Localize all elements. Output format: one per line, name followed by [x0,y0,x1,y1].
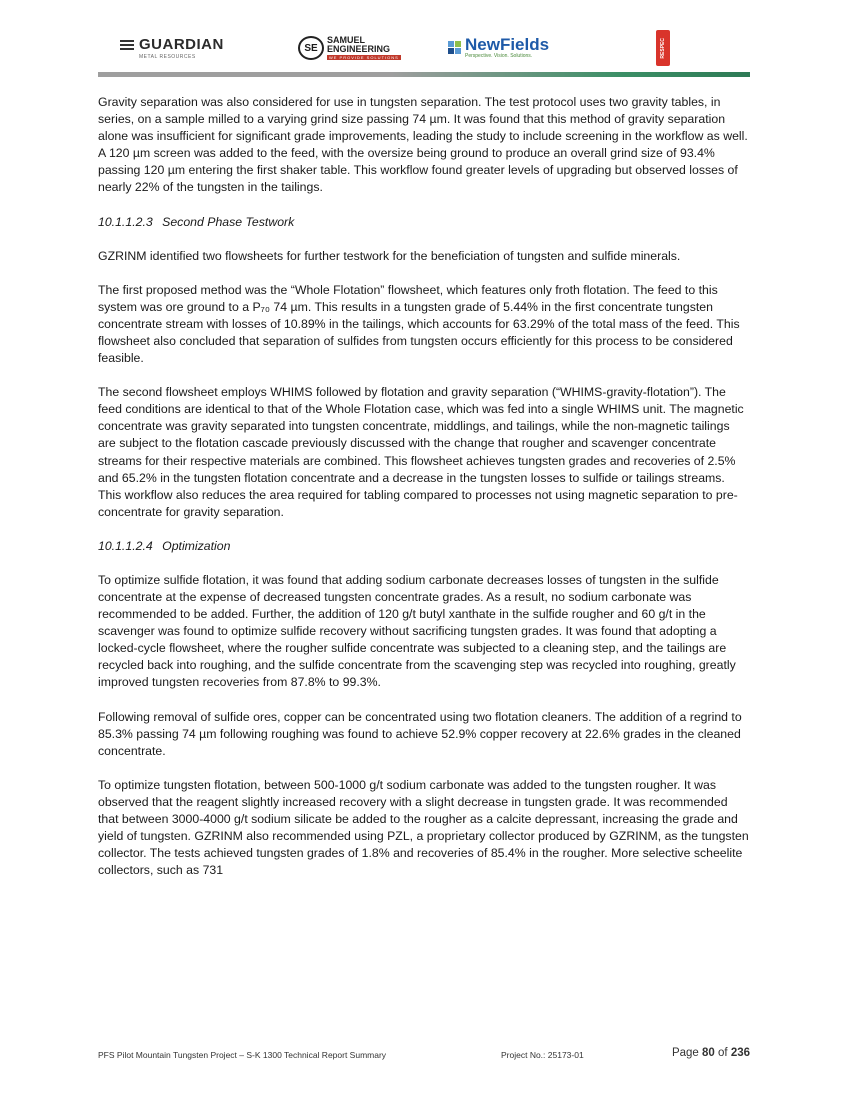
samuel-logo-line2: ENGINEERING [327,44,391,54]
newfields-logo-sub: Perspective. Vision. Solutions. [465,53,533,59]
samuel-badge-icon: SE [298,36,324,60]
footer-report-title: PFS Pilot Mountain Tungsten Project – S-K 1300 Technical Report Summary [98,1050,387,1060]
footer-project-number: Project No.: 25173-01 [501,1050,584,1060]
page-of: of [718,1047,728,1059]
respec-logo [656,30,670,66]
page-current: 80 [702,1047,715,1059]
samuel-engineering-logo [298,36,401,60]
page-body [98,94,750,896]
paragraph-flowsheets: GZRINM identified two flowsheets for further testwork for the beneficiation of tungsten and sulfide minerals. [98,248,681,263]
paragraph-sulfide-flotation: To optimize sulfide flotation, it was found that adding sodium carbonate decreases losses of tungsten in the sulfide concentrate at the expense of decreased tungsten concentrate grades. As a result, no sodium carbonate was recommended to be added. Further, the addition of 120 g/t butyl xanthate in the sulfide rougher and 60 g/t in the scavenger was found to optimize sulfide recovery without sacrificing tungsten grades. It was found that adopting a locked-cycle flowsheet, where the rougher sulfide concentrate was subjected to a cleaning step, and the tailings are recycled back into roughing, and the sulfide concentrate from the scavenging step was recycled into roughing, greatly improved tungsten recoveries from 87.8% to 99.3%. [98,572,736,690]
section-heading-optimization [98,538,750,555]
header-divider [98,72,750,77]
paragraph-gravity-separation: Gravity separation was also considered for use in tungsten separation. The test protocol uses two gravity tables, in series, on a sample milled to a varying grind size passing 74 µm. It was found that this method of gravity separation alone was insufficient for significant grade improvements, leading the study to include screening in the workflow as well. A 120 µm screen was added to the feed, with the oversize being ground to produce an overall grind size of 93.4% passing 120 µm entering the first shaker table. This workflow found greater levels of upgrading but observed losses of nearly 22% of the tungsten in the tailings. [98,95,748,195]
page-header [98,28,750,76]
section-heading-second-phase [98,214,750,231]
page-prefix: Page [671,1047,699,1059]
samuel-logo-tagline: WE PROVIDE SOLUTIONS [329,55,399,60]
samuel-logo-line1: SAMUEL [327,35,365,45]
newfields-logo [448,36,549,59]
guardian-logo-sub: METAL RESOURCES [139,54,196,60]
section-title: Second Phase Testwork [162,214,295,229]
guardian-logo [120,36,224,60]
page-footer [98,1047,750,1063]
respec-logo-text: RESPEC [660,37,666,59]
page-total: 236 [730,1047,750,1059]
footer-page-number [672,1047,750,1059]
guardian-logo-name: GUARDIAN [139,36,224,53]
paragraph-whole-flotation: The first proposed method was the “Whole Flotation” flowsheet, which features only froth flotation. The feed to this system was ore ground to a P₇₀ 74 µm. This results in a tungsten grade of 5.44% in the first concentrate tungsten concentrate stream with losses of 10.89% in the tailings, which accounts for 63.29% of the total mass of the feed. This flowsheet also concluded that separation of sulfides from tungsten occurs efficiently for this process to be considered feasible. [98,282,740,366]
section-title: Optimization [162,538,231,553]
guardian-mark-icon [120,40,134,50]
section-number: 10.1.1.2.3 [98,214,153,229]
paragraph-copper: Following removal of sulfide ores, copper can be concentrated using two flotation cleaners. The addition of a regrind to 85.3% passing 74 µm following roughing was found to achieve 52.9% copper recovery at 22.6% grades in the cleaned concentrate. [98,709,742,758]
section-number: 10.1.1.2.4 [98,538,153,553]
paragraph-tungsten-flotation: To optimize tungsten flotation, between 500-1000 g/t sodium carbonate was added to the tungsten rougher. It was observed that the reagent slightly increased recovery with a slight decrease in tungsten grade. It was recommended that between 3000-4000 g/t sodium silicate be added to the rougher as a calcite depressant, increasing the grade and yield of tungsten. GZRINM also recommended using PZL, a proprietary collector produced by GZRINM, as the tungsten collector. The tests achieved tungsten grades of 1.8% and recoveries of 85.4% in the rougher. More selective scheelite collectors, such as 731 [98,777,749,878]
newfields-logo-name: NewFields [465,35,550,54]
paragraph-whims: The second flowsheet employs WHIMS followed by flotation and gravity separation (“WHIMS-gravity-flotation”). The feed conditions are identical to that of the Whole Flotation case, which was fed into a single WHIMS unit. The magnetic concentrate was gravity separated into tungsten concentrate, middlings, and tailings, while the non-magnetic tailings are subject to the flotation cascade previously discussed with the change that rougher and scavenger concentrate streams for their respective materials are combined. This flowsheet achieves tungsten grades and recoveries of 2.5% and 65.2% in the tungsten flotation concentrate and a decrease in the tungsten losses to sulfide or tailings streams. This workflow also reduces the area required for tabling compared to processes not using magnetic separation to pre-concentrate for gravity separation. [98,385,744,519]
newfields-squares-icon [448,41,461,54]
